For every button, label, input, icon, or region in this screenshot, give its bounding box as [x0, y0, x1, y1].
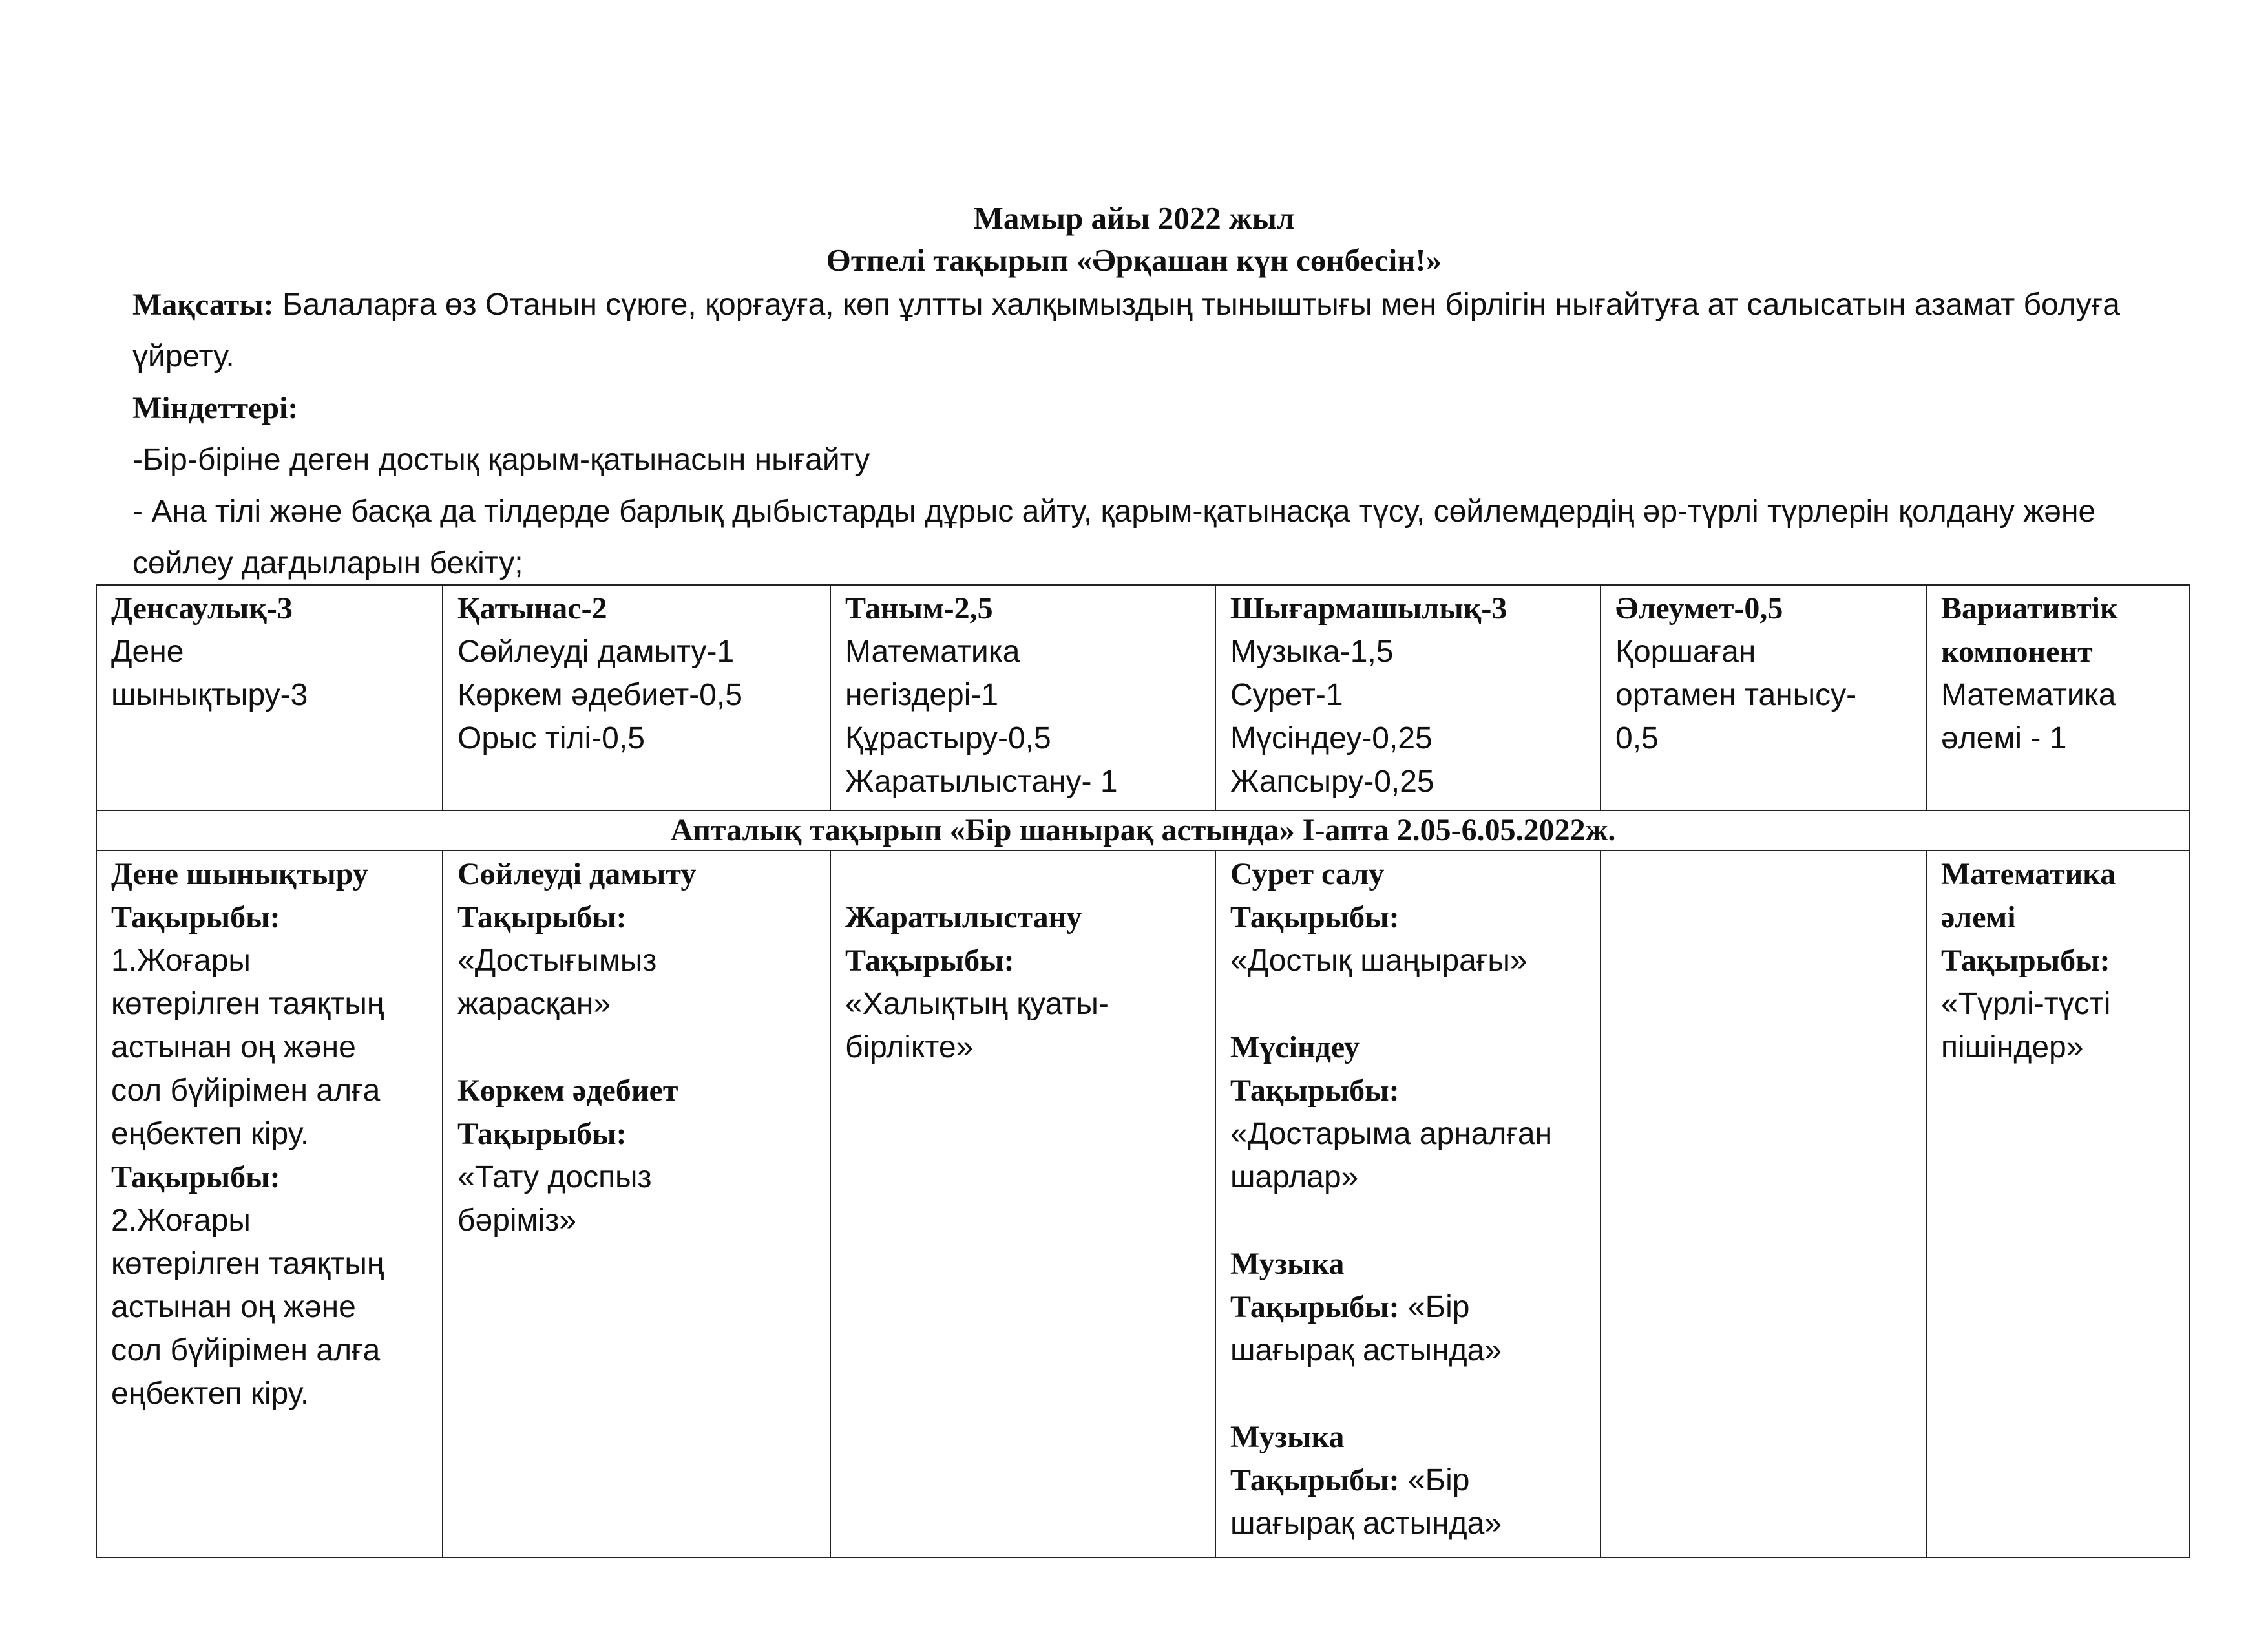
topic-line: көтерілген таяқтың: [111, 987, 384, 1021]
weekly-topic: Апталық тақырып «Бір шанырақ астында» І-апта 2.05-6.05.2022ж.: [96, 810, 2190, 850]
activity-name: Музыка: [1230, 1247, 1345, 1281]
activity-name: Сөйлеуді дамыту: [457, 857, 697, 891]
topic-label: Тақырыбы:: [1941, 944, 2110, 978]
area-title: Денсаулық-3: [111, 591, 293, 626]
area-cell-variative: [1926, 585, 2190, 810]
area-line: Сөйлеуді дамыту-1: [457, 635, 735, 669]
topic-line: «Достығымыз: [457, 944, 657, 978]
area-line: Сурет-1: [1230, 678, 1343, 712]
topic-line: пішіндер»: [1941, 1030, 2084, 1064]
areas-row: [96, 585, 2190, 810]
topic-line: еңбектеп кіру.: [111, 1377, 310, 1411]
area-cell-health: [96, 585, 443, 810]
area-line: Орыс тілі-0,5: [457, 721, 645, 755]
topic-label: Тақырыбы:: [111, 1160, 280, 1194]
area-line: Құрастыру-0,5: [845, 721, 1051, 755]
area-line: Математика: [1941, 678, 2116, 712]
activity-cell-math-world: [1926, 850, 2190, 1558]
area-title: Таным-2,5: [845, 591, 993, 626]
area-title: Әлеумет-0,5: [1615, 591, 1783, 626]
topic-label: Тақырыбы:: [111, 900, 280, 935]
weekly-topic-row: [96, 810, 2190, 850]
area-line: ортамен танысу-: [1615, 678, 1857, 712]
topic-line: астынан оң және: [111, 1290, 356, 1324]
topic-line: шағырақ астында»: [1230, 1506, 1502, 1541]
activity-name: Математика: [1941, 857, 2116, 891]
activity-name: Дене шынықтыру: [111, 857, 368, 891]
activity-cell-pe: [96, 850, 443, 1558]
topic-line: шарлар»: [1230, 1160, 1359, 1194]
area-cell-creativity: [1215, 585, 1601, 810]
area-line: Музыка-1,5: [1230, 635, 1394, 669]
topic-line: «Достарыма арналған: [1230, 1117, 1553, 1151]
topic-line: 2.Жоғары: [111, 1203, 251, 1238]
topic-label: Тақырыбы:: [457, 1117, 627, 1151]
area-line: 0,5: [1615, 721, 1659, 755]
topic-label: Тақырыбы:: [457, 900, 627, 935]
title-theme: Өтпелі тақырып «Әрқашан күн сөнбесін!»: [826, 242, 1442, 278]
activity-name: Мүсіндеу: [1230, 1030, 1360, 1064]
topic-line: еңбектеп кіру.: [111, 1117, 310, 1151]
topic-line: астынан оң және: [111, 1030, 356, 1064]
area-line: Мүсіндеу-0,25: [1230, 721, 1433, 755]
area-line: Жапсыру-0,25: [1230, 765, 1434, 799]
topic-line: бірлікте»: [845, 1030, 974, 1064]
area-title: компонент: [1941, 635, 2093, 669]
topic-label: Тақырыбы:: [845, 944, 1014, 978]
topic-line: «Бір: [1399, 1290, 1470, 1324]
activity-name: Сурет салу: [1230, 857, 1385, 891]
tasks-label: Міндеттері:: [132, 391, 299, 425]
area-line: Жаратылыстану- 1: [845, 765, 1118, 799]
area-line: әлемі - 1: [1941, 721, 2067, 755]
area-cell-cognition: [830, 585, 1215, 810]
topic-line: көтерілген таяқтың: [111, 1247, 384, 1281]
area-line: Көркем әдебиет-0,5: [457, 678, 742, 712]
area-cell-society: [1601, 585, 1926, 810]
goal-paragraph: [132, 279, 2161, 383]
tasks-section: [132, 383, 2161, 589]
topic-line: «Достық шаңырағы»: [1230, 944, 1528, 978]
area-line: Дене: [111, 635, 184, 669]
topic-label: Тақырыбы:: [1230, 1463, 1400, 1497]
topic-line: «Түрлі-түсті: [1941, 987, 2111, 1021]
area-line: негіздері-1: [845, 678, 999, 712]
area-title: Шығармашылық-3: [1230, 591, 1507, 626]
topic-line: жарасқан»: [457, 987, 611, 1021]
topic-line: сол бүйірімен алға: [111, 1073, 381, 1108]
topic-line: 1.Жоғары: [111, 944, 251, 978]
goal-text: Балаларға өз Отанын сүюге, қорғауға, көп ұлтты халқымыздың тыныштығы мен бірлігін нығайтуға ат салысатын азамат болуға үйрету.: [132, 288, 2120, 374]
activity-cell-speech-literature: [443, 850, 830, 1558]
topic-line: сол бүйірімен алға: [111, 1333, 381, 1368]
area-line: Математика: [845, 635, 1020, 669]
task-item-2: - Ана тілі және басқа да тілдерде барлық дыбыстарды дұрыс айту, қарым-қатынасқа түсу, сөйлемдердің әр-түрлі түрлерін қолдану және сөйлеу дағдыларын бекіту;: [132, 494, 2096, 580]
area-title: Қатынас-2: [457, 591, 607, 626]
goal-label: Мақсаты:: [132, 288, 274, 322]
topic-line: «Бір: [1399, 1463, 1470, 1497]
plan-table: [96, 584, 2190, 1558]
topic-line: «Халықтың қуаты-: [845, 987, 1109, 1021]
activity-name: Көркем әдебиет: [457, 1073, 678, 1108]
area-line: Қоршаған: [1615, 635, 1756, 669]
activity-name: әлемі: [1941, 900, 2016, 935]
topic-line: бәріміз»: [457, 1203, 576, 1238]
activity-cell-nature: [830, 850, 1215, 1558]
area-title: Вариативтік: [1941, 591, 2118, 626]
activity-cell-empty: [1601, 850, 1926, 1558]
activity-name: Музыка: [1230, 1420, 1345, 1454]
activity-cell-arts: [1215, 850, 1601, 1558]
task-item-1: -Бір-біріне деген достық қарым-қатынасын нығайту: [132, 443, 870, 477]
topic-line: шағырақ астында»: [1230, 1333, 1502, 1368]
activity-name: Жаратылыстану: [845, 900, 1082, 935]
topic-line: «Тату доспыз: [457, 1160, 652, 1194]
area-cell-communication: [443, 585, 830, 810]
title-month: Мамыр айы 2022 жыл: [973, 200, 1295, 236]
topic-label: Тақырыбы:: [1230, 1073, 1400, 1108]
topic-label: Тақырыбы:: [1230, 1290, 1400, 1324]
topic-label: Тақырыбы:: [1230, 900, 1400, 935]
area-line: шынықтыру-3: [111, 678, 308, 712]
activities-row: [96, 850, 2190, 1558]
